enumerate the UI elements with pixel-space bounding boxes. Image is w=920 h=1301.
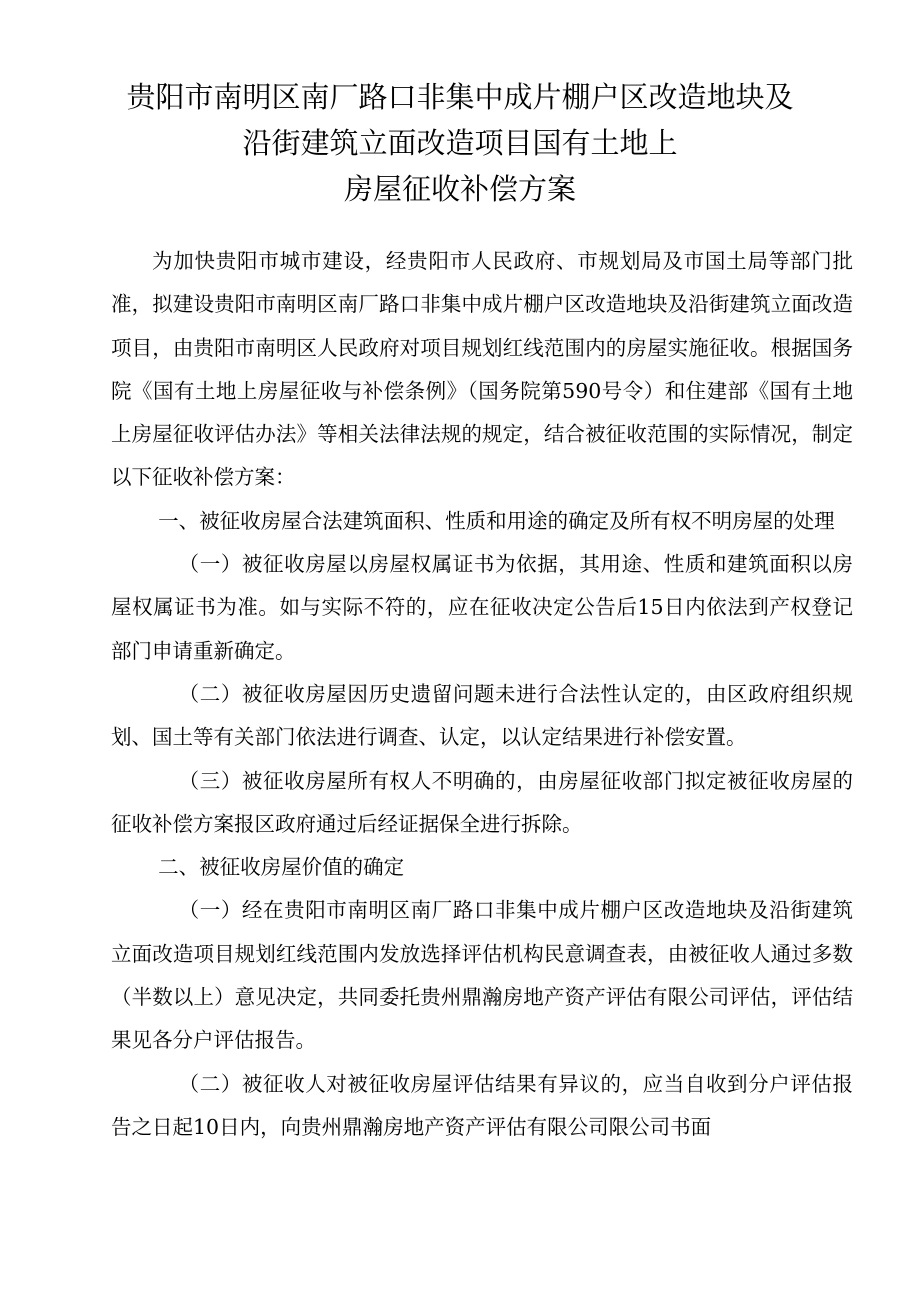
- section-2-item-2: （二）被征收人对被征收房屋评估结果有异议的，应当自收到分户评估报告之日起10日内，向贵州鼎瀚房地产资产评估有限公司限公司书面: [111, 1071, 853, 1139]
- document-body: [111, 240, 853, 1149]
- intro-paragraph: 为加快贵阳市城市建设，经贵阳市人民政府、市规划局及市国土局等部门批准，拟建设贵阳市南明区南厂路口非集中成片棚户区改造地块及沿街建筑立面改造项目，由贵阳市南明区人民政府对项目规划红线范围内的房屋实施征收。根据国务院《国有土地上房屋征收与补偿条例》（国务院第590号令）和住建部《国有土地上房屋征收评估办法》等相关法律法规的规定，结合被征收范围的实际情况，制定以下征收补偿方案：: [111, 249, 853, 490]
- section-1-item-2: （二）被征收房屋因历史遗留问题未进行合法性认定的，由区政府组织规划、国土等有关部门依法进行调查、认定，以认定结果进行补偿安置。: [111, 681, 853, 750]
- section-1-item-1: （一）被征收房屋以房屋权属证书为依据，其用途、性质和建筑面积以房屋权属证书为准。如与实际不符的，应在征收决定公告后15日内依法到产权登记部门申请重新确定。: [111, 552, 853, 663]
- section-1-heading: 一、被征收房屋合法建筑面积、性质和用途的确定及所有权不明房屋的处理: [158, 508, 835, 533]
- title-line-1: 贵阳市南明区南厂路口非集中成片棚户区改造地块及: [126, 80, 794, 114]
- section-2-item-1: （一）经在贵阳市南明区南厂路口非集中成片棚户区改造地块及沿街建筑立面改造项目规划红线范围内发放选择评估机构民意调查表，由被征收人通过多数（半数以上）意见决定，共同委托贵州鼎瀚房地产资产评估有限公司评估，评估结果见各分户评估报告。: [111, 898, 853, 1053]
- document-title: [0, 74, 920, 212]
- section-2-heading: 二、被征收房屋价值的确定: [158, 855, 405, 880]
- title-line-2: 沿街建筑立面改造项目国有土地上: [242, 126, 678, 160]
- section-1-item-3: （三）被征收房屋所有权人不明确的，由房屋征收部门拟定被征收房屋的征收补偿方案报区政府通过后经证据保全进行拆除。: [111, 768, 853, 836]
- title-line-3: 房屋征收补偿方案: [343, 172, 576, 206]
